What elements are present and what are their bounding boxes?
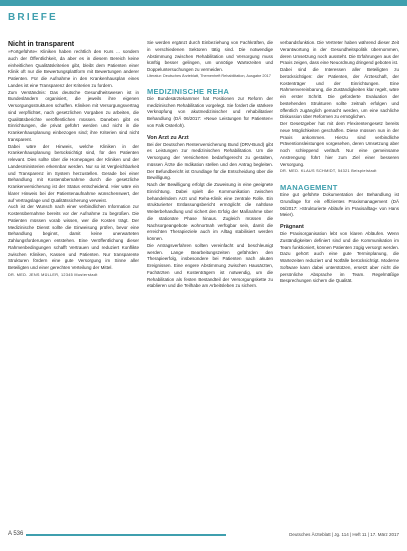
column-3 <box>280 40 399 285</box>
letter-paragraph: Zum Verständnis: Das deutsche Gesundheitswesen ist in Bundesländern organisiert, die jeweils ihre eigenen Versorgungsstrukturen schaffen. Kliniken mit Versorgungsvertrag sind verpflichtet, nach gesetzlichen Vorgaben zu arbeiten, die Qualitätsberichte veröffentlichen müssen. Daneben gibt es Einrichtungen, die privat geführt werden und nicht in die Krankenhausplanung einbezogen sind; ihre Kriterien sind nicht transparent. <box>8 89 139 142</box>
letter-paragraph: Nach der Bewilligung erfolgt die Zuweisung in eine geeignete Einrichtung. Dabei spielt die Kommunikation zwischen behandelndem Arzt und Reha-Klinik eine zentrale Rolle. Ein strukturierter Entlassungsbericht ermöglicht die nahtlose Weiterbehandlung und sichert den Erfolg der Maßnahme über die stationäre Phase hinaus. Zugleich müssen die Nachsorgeangebote wohnortnah verfügbar sein, damit die erreichten Therapieziele auch im Alltag stabilisiert werden können. <box>147 182 273 241</box>
section-label: BRIEFE <box>8 12 58 23</box>
topic-intro: Die Bundesärztekammer hat Positionen zur Reform der medizinischen Rehabilitation vorgelegt. Sie fordert die stärkere Verknüpfung von akutmedizinischer und rehabilitativer Behandlung (DÄ 06/2017: »Neue Leistungen für Patienten« von Falk Osterloh). <box>147 95 273 128</box>
column-1 <box>8 40 139 279</box>
top-accent-bar <box>0 0 407 6</box>
letter-heading: Prägnant <box>280 224 304 230</box>
topic-heading: MANAGEMENT <box>280 183 338 192</box>
letter-paragraph: Der Gesetzgeber hat mit dem Flexirentengesetz bereits neue Möglichkeiten geschaffen. Diese müssen nun in der Praxis ankommen. Hierzu sind verbindliche Präventionsleistungen vorgesehen, deren Umsetzung aber noch schleppend verläuft. Nur eine gemeinsame Anstrengung führt hier zum Ziel einer besseren Versorgung. <box>280 121 399 167</box>
letter-author: DR. MED. JENS MÜLLER, 12345 Musterstadt <box>8 272 98 277</box>
letter-paragraph: verbandsfunktion. Die Vertreter haben während dieser Zeit Verantwortung in der Gesundheitspolitik übernommen, deren Umsetzung noch aussteht. Die Erfahrungen aus der Praxis zeigen, dass eine Neuordnung dringend geboten ist. <box>280 40 399 66</box>
letter-paragraph: Die Antragsverfahren sollten vereinfacht und beschleunigt werden. Lange Bearbeitungszeiten gefährden den Therapieerfolg, insbesondere bei Patienten nach akuten Ereignissen. Eine engere Abstimmung zwischen Hausärzten, Fachärzten und Kostenträgern ist notwendig, um die Rehabilitation als festen Bestandteil der Versorgungskette zu etablieren und die Teilhabe am Arbeitsleben zu sichern. <box>147 242 273 289</box>
letter-paragraph: Sie werden ergänzt durch Einbeziehung von Fachkräften, die in verschiedenen Sektoren tätig sind. Die notwendige Abstimmung zwischen Rehabilitation und Versorgung muss künftig besser gelingen, um unnötige Wartezeiten und Doppeluntersuchungen zu vermeiden. <box>147 40 273 72</box>
letter-paragraph: Die Praxisorganisation lebt von klaren Abläufen. Wenn Zuständigkeiten definiert sind und die Kommunikation im Team funktioniert, können Patienten zügig versorgt werden. Dazu gehört auch eine gute Terminplanung, die Wartezeiten reduziert und Notfälle berücksichtigt. Moderne Software kann dabei unterstützen, ersetzt aber nicht die persönliche Absprache im Team. Regelmäßige Besprechungen sichern die Qualität. <box>280 231 399 284</box>
topic-intro: Eine gut geführte Dokumentation der Behandlung ist Grundlage für ein effizientes Praxismanagement (DÄ 06/2017: »Strukturierte Abläufe im Praxisalltag« von Hans Meier). <box>280 192 399 218</box>
letter-paragraph: Auch ist der Wunsch nach einer verbindlichen Information zur Kostenübernahme bereits vor der Aufnahme zu begrüßen. Die Patienten müssen vorab wissen, wer die Kosten trägt. Der Medizinische Dienst sollte die Einweisung prüfen, bevor eine Behandlung beginnt, damit keine unerwarteten Zahlungsforderungen entstehen. Eine Veröffentlichung dieser Rahmenbedingungen schafft Vertrauen und reduziert Konflikte zwischen Kliniken, Kassen und Patienten. Nur transparente Strukturen fördern eine gute Versorgung im Sinne aller Beteiligten und einer gerechten Verteilung der Mittel. <box>8 204 139 270</box>
letter-paragraph: »Fortgeführte« Kliniken haben rechtlich den Kurs ... sondern auch der Öffentlichkeit, da aber es in diesem Bereich keine einheitlichen Qualitätskriterien gibt, bleibt dem Patienten einer Klinik oft nur die Bewertungsplattform mit Bewertungen anderer Patienten. Für die Aufnahme in den Krankenhausplan eines Landes ist eine Transparenz der Kriterien zu fordern. <box>8 49 139 88</box>
citation: Literatur: Deutsches Ärzteblatt, Themenheft Rehabilitation, Ausgabe 2017 <box>147 73 271 78</box>
column-2 <box>147 40 273 290</box>
letter-heading: Nicht in transparent <box>8 41 75 48</box>
letter-paragraph: Dabei wäre der Hinweis, welche Kliniken in der Krankenhausplanung berücksichtigt sind, für den Patienten relevant. Dies sollte über die Homepages der Kliniken und der Landesministerien erkennbar werden. Nur so ist Vergleichbarkeit und Transparenz im System herzustellen. Gerade bei einer Behandlung mit Kostenübernahme durch die gesetzliche Krankenversicherung ist der Status entscheidend. Hier wäre ein klarer Hinweis bei der Patientenaufnahme wünschenswert, der auf Vertragslage und Qualitätssicherung verweist. <box>8 143 139 203</box>
journal-citation: Deutsches Ärzteblatt | Jg. 114 | Heft 11 | 17. März 2017 <box>289 532 399 537</box>
letter-paragraph: Bei der Deutschen Rentenversicherung Bund (DRV-Bund) gibt es Leistungen zur medizinischen Rehabilitation. Um die Versorgung der Versicherten bedarfsgerecht zu gestalten, müssen Ärzte die Indikation stellen und den Antrag begleiten. Der Befundbericht ist Grundlage für die Entscheidung über die Bewilligung. <box>147 141 273 181</box>
page-number: A 536 <box>8 531 24 537</box>
footer-divider <box>26 534 226 536</box>
letter-author: DR. MED. KLAUS SCHMIDT, 54321 Beispielstadt <box>280 169 377 174</box>
letter-heading: Von Arzt zu Arzt <box>147 134 189 141</box>
topic-heading: MEDIZINISCHE REHA <box>147 86 230 96</box>
letter-paragraph: Dabei sind die Interessen aller Beteiligten zu berücksichtigen: der Patienten, der Ärzteschaft, der Kostenträger und der Einrichtungen. Eine Rahmenvereinbarung, die Zuständigkeiten klar regelt, wäre ein erster Schritt. Die geforderte Evaluation der bestehenden Strukturen sollte zeitnah erfolgen und öffentlich zugänglich gemacht werden, um eine sachliche Diskussion über Reformen zu ermöglichen. <box>280 67 399 120</box>
